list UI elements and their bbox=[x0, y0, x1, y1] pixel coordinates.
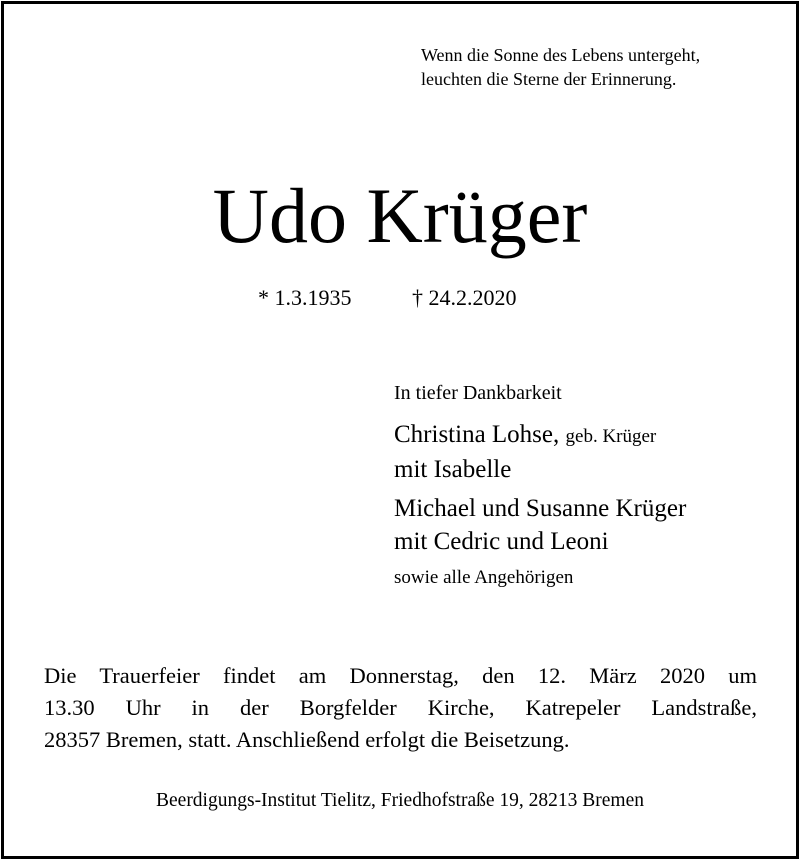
death-date: † 24.2.2020 bbox=[412, 285, 517, 310]
mourner-others: sowie alle Angehörigen bbox=[394, 567, 574, 588]
mourner-family-1 bbox=[394, 418, 686, 453]
funeral-notice-line-3: 28357 Bremen, statt. Anschließend erfolgt die Beisetzung. bbox=[44, 727, 570, 752]
motto-line-1: Wenn die Sonne des Lebens untergeht, bbox=[421, 45, 701, 65]
gratitude-intro: In tiefer Dankbarkeit bbox=[394, 382, 562, 404]
birth-date: * 1.3.1935 bbox=[258, 285, 352, 310]
funeral-notice bbox=[44, 660, 757, 756]
motto-line-2: leuchten die Sterne der Erinnerung. bbox=[421, 69, 677, 89]
mourner-family-1-name: Christina Lohse, bbox=[394, 421, 560, 448]
motto-quote bbox=[421, 43, 700, 91]
deceased-name: Udo Krüger bbox=[212, 172, 588, 259]
funeral-notice-line-1: Die Trauerfeier findet am Donnerstag, den 12. März 2020 um bbox=[44, 663, 757, 688]
mourner-family-1-line-2: mit Isabelle bbox=[394, 456, 512, 483]
mourner-family-2: Michael und Susanne Krüger bbox=[394, 495, 687, 522]
mourner-family-1-maiden: geb. Krüger bbox=[565, 426, 657, 447]
funeral-notice-line-2: 13.30 Uhr in der Borgfelder Kirche, Katrepeler Landstraße, bbox=[44, 695, 757, 720]
funeral-home-footer: Beerdigungs-Institut Tielitz, Friedhofstraße 19, 28213 Bremen bbox=[156, 790, 644, 811]
mourners-list bbox=[394, 418, 686, 590]
mourner-family-2-line-2: mit Cedric und Leoni bbox=[394, 528, 609, 555]
